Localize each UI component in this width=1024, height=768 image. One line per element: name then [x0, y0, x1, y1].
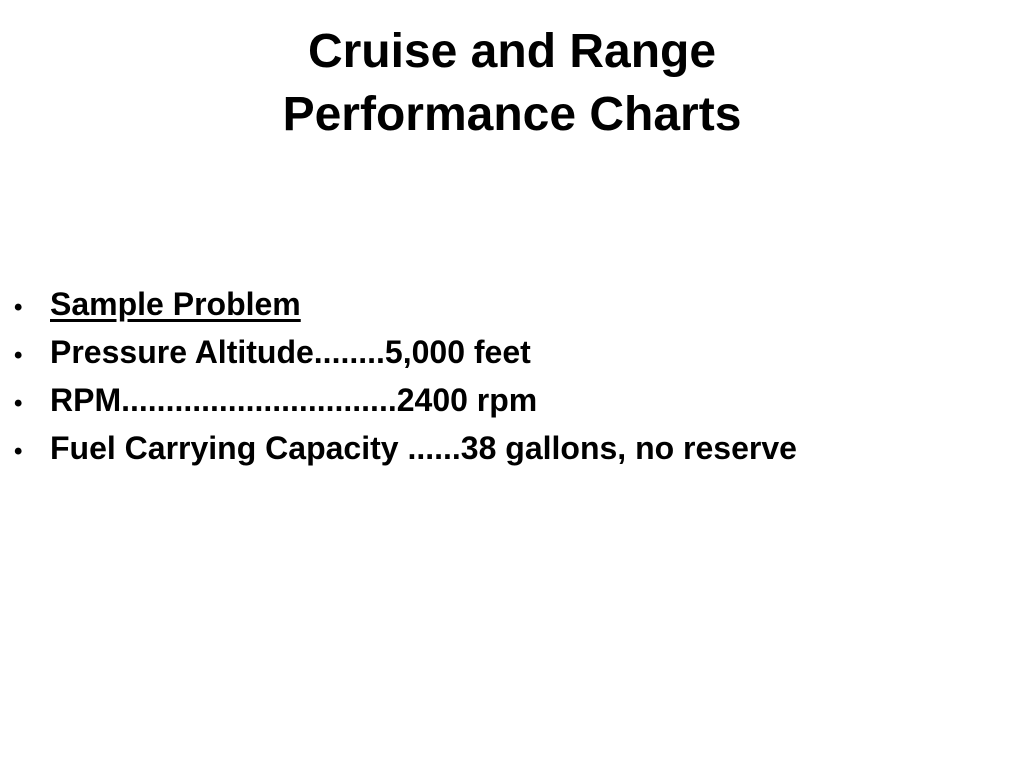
bullet-list [14, 280, 1014, 472]
bullet-icon: • [14, 390, 23, 417]
bullet-text: Fuel Carrying Capacity ......38 gallons, no reserve [50, 430, 797, 466]
slide-title-line-2: Performance Charts [282, 88, 742, 141]
bullet-item-pressure-altitude [14, 328, 1014, 376]
bullet-text: RPM...............................2400 rpm [50, 382, 538, 418]
bullet-icon: • [14, 294, 23, 321]
slide-title [0, 20, 1024, 146]
bullet-icon: • [14, 438, 23, 465]
bullet-item-sample-problem [14, 280, 1014, 328]
bullet-text: Sample Problem [50, 286, 301, 322]
bullet-item-rpm [14, 376, 1014, 424]
slide-title-line-1: Cruise and Range [307, 25, 717, 78]
bullet-icon: • [14, 342, 23, 369]
bullet-item-fuel-capacity [14, 424, 1014, 472]
bullet-text: Pressure Altitude........5,000 feet [50, 334, 531, 370]
